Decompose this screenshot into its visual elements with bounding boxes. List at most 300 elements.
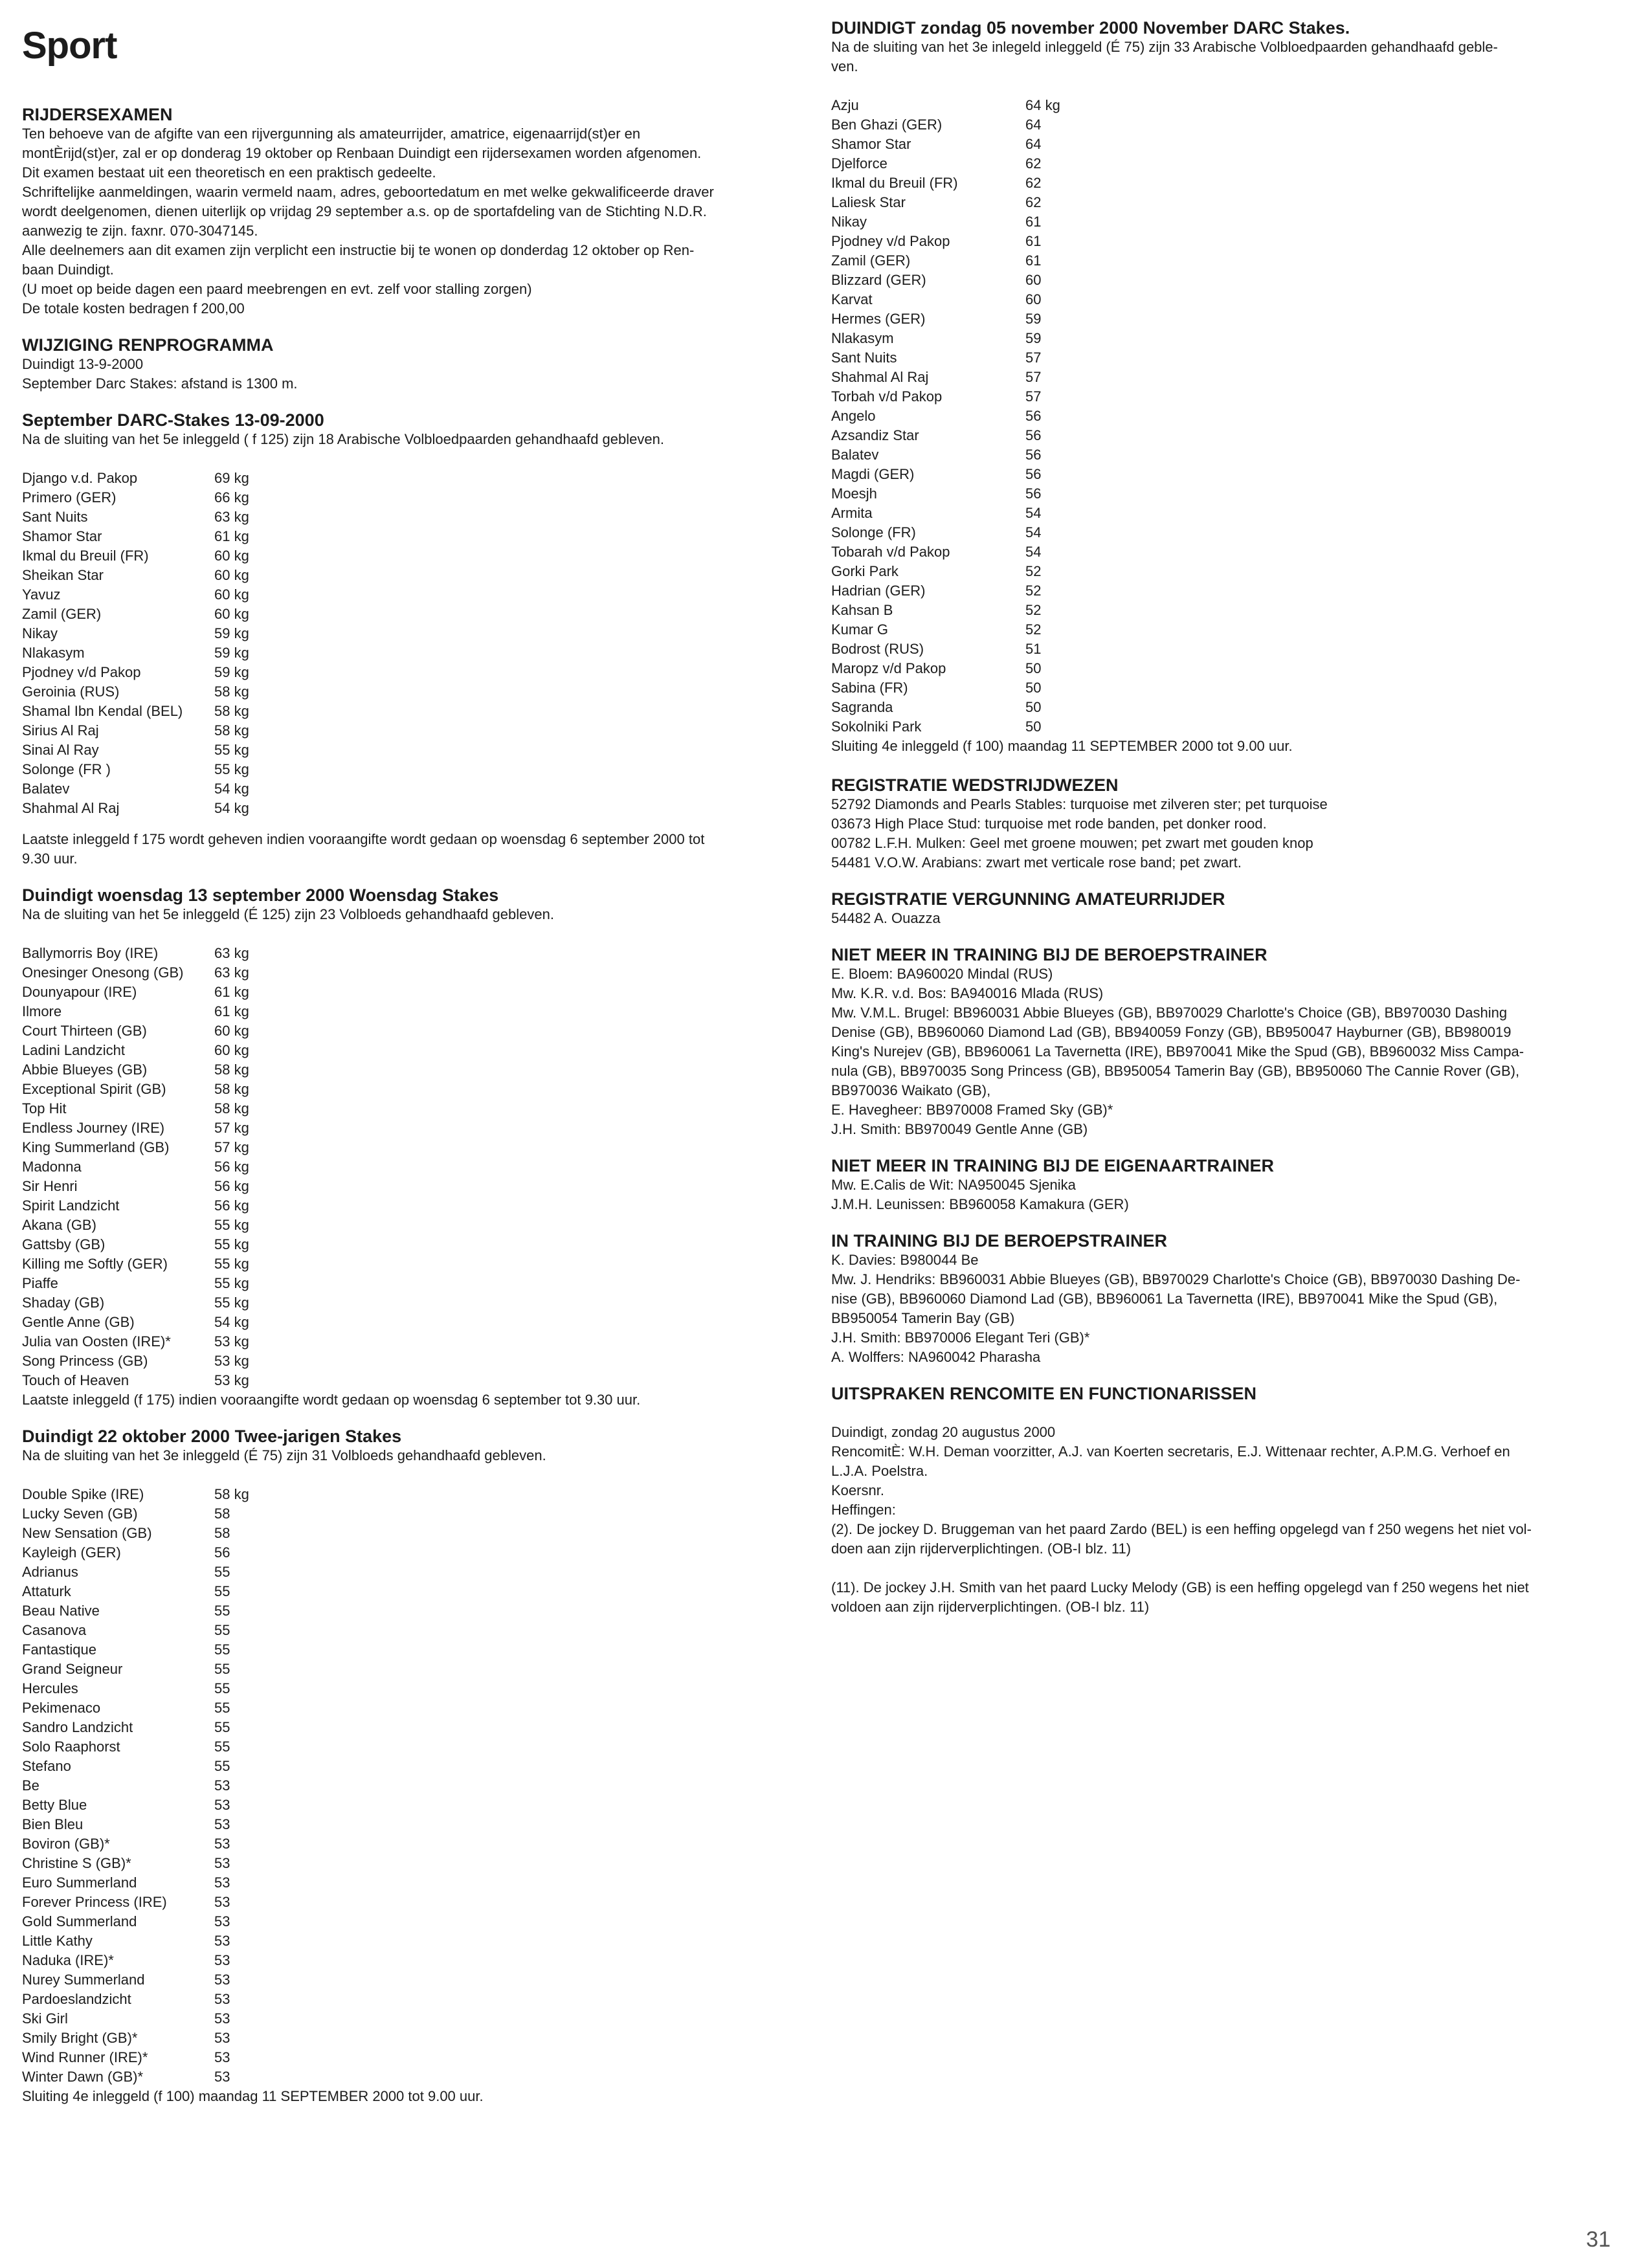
horse-weight: 50 xyxy=(1025,718,1042,735)
horse-weight: 55 xyxy=(214,1700,230,1716)
entry-row xyxy=(831,562,1621,581)
text-line: (2). De jockey D. Bruggeman van het paard Zardo (BEL) is een heffing opgelegd van f 250 wegens het niet vol- xyxy=(831,1521,1532,1537)
entry-row xyxy=(22,1313,799,1332)
text-line: voldoen aan zijn rijderverplichtingen. (OB-I blz. 11) xyxy=(831,1599,1150,1615)
entry-row xyxy=(22,1118,799,1138)
horse-name: Nikay xyxy=(831,214,867,230)
horse-name: Sabina (FR) xyxy=(831,680,908,696)
entry-row xyxy=(22,1351,799,1371)
horse-weight: 57 xyxy=(1025,350,1042,366)
horse-name: Shahmal Al Raj xyxy=(22,800,120,816)
entry-row xyxy=(22,1951,799,1970)
entry-row xyxy=(22,507,799,527)
section-heading: WIJZIGING RENPROGRAMMA xyxy=(22,335,274,355)
niet-beroeps-section xyxy=(831,945,1621,1139)
text-line: BB950054 Tamerin Bay (GB) xyxy=(831,1310,1015,1326)
horse-weight: 58 kg xyxy=(214,1100,249,1117)
horse-weight: 61 kg xyxy=(214,1003,249,1019)
horse-weight: 61 xyxy=(1025,252,1042,269)
horse-weight: 57 xyxy=(1025,369,1042,385)
text-line: ven. xyxy=(831,58,858,74)
horse-name: Gattsby (GB) xyxy=(22,1236,106,1252)
horse-weight: 50 xyxy=(1025,660,1042,676)
horse-weight: 66 kg xyxy=(214,489,249,506)
horse-name: Akana (GB) xyxy=(22,1217,96,1233)
entry-row xyxy=(22,1177,799,1196)
horse-weight: 59 xyxy=(1025,330,1042,346)
page-title: Sport xyxy=(22,25,117,67)
section-body-2 xyxy=(831,1578,1621,1617)
horse-weight: 53 xyxy=(214,1913,230,1929)
horse-weight: 55 kg xyxy=(214,761,249,777)
text-line: nula (GB), BB970035 Song Princess (GB), BB950054 Tamerin Bay (GB), BB950060 The Cannie Rover (GB), xyxy=(831,1063,1520,1079)
section-body xyxy=(831,1175,1621,1214)
horse-name: Primero (GER) xyxy=(22,489,117,506)
horse-weight: 54 kg xyxy=(214,781,249,797)
entry-row xyxy=(22,1757,799,1776)
horse-weight: 55 kg xyxy=(214,1217,249,1233)
text-line: A. Wolffers: NA960042 Pharasha xyxy=(831,1349,1041,1365)
horse-name: Ladini Landzicht xyxy=(22,1042,126,1058)
entries-list xyxy=(22,944,799,1390)
horse-weight: 50 xyxy=(1025,680,1042,696)
entry-row xyxy=(831,309,1621,329)
section-intro: Na de sluiting van het 5e inleggeld (É 125) zijn 23 Volbloeds gehandhaafd gebleven. xyxy=(22,906,554,922)
entry-row xyxy=(22,605,799,624)
text-line: (11). De jockey J.H. Smith van het paard Lucky Melody (GB) is een heffing opgelegd van f 250 wegens het niet xyxy=(831,1579,1529,1595)
horse-weight: 55 xyxy=(214,1564,230,1580)
text-line: aanwezig te zijn. faxnr. 070-3047145. xyxy=(22,223,258,239)
entry-row xyxy=(22,1485,799,1504)
text-line: Mw. J. Hendriks: BB960031 Abbie Blueyes (GB), BB970029 Charlotte's Choice (GB), BB970030 Dashing De- xyxy=(831,1271,1521,1287)
entry-row xyxy=(831,659,1621,678)
entry-row xyxy=(831,406,1621,426)
entry-row xyxy=(22,1562,799,1582)
horse-name: Nurey Summerland xyxy=(22,1972,145,1988)
entry-row xyxy=(22,1893,799,1912)
entry-row xyxy=(22,799,799,818)
horse-name: Balatev xyxy=(831,447,879,463)
horse-name: Solo Raaphorst xyxy=(22,1739,120,1755)
text-line: (U moet op beide dagen een paard meebrengen en evt. zelf voor stalling zorgen) xyxy=(22,281,532,297)
horse-name: Boviron (GB)* xyxy=(22,1836,110,1852)
text-line: Mw. E.Calis de Wit: NA950045 Sjenika xyxy=(831,1177,1076,1193)
horse-name: King Summerland (GB) xyxy=(22,1139,170,1155)
entry-row xyxy=(831,251,1621,271)
horse-name: Shaday (GB) xyxy=(22,1295,105,1311)
entry-row xyxy=(22,1582,799,1601)
entry-row xyxy=(22,469,799,488)
horse-name: Pjodney v/d Pakop xyxy=(831,233,950,249)
section-heading: NIET MEER IN TRAINING BIJ DE BEROEPSTRAINER xyxy=(831,945,1267,964)
horse-weight: 53 xyxy=(214,1855,230,1871)
horse-name: Betty Blue xyxy=(22,1797,87,1813)
horse-name: Double Spike (IRE) xyxy=(22,1486,144,1502)
horse-weight: 63 kg xyxy=(214,509,249,525)
entry-row xyxy=(22,983,799,1002)
section-heading: Duindigt 22 oktober 2000 Twee-jarigen Stakes xyxy=(22,1427,402,1446)
horse-weight: 55 xyxy=(214,1622,230,1638)
entry-row xyxy=(22,1621,799,1640)
entry-row xyxy=(831,504,1621,523)
horse-weight: 55 kg xyxy=(214,742,249,758)
horse-weight: 55 xyxy=(214,1719,230,1735)
entry-row xyxy=(831,581,1621,601)
horse-weight: 57 kg xyxy=(214,1120,249,1136)
entry-row xyxy=(22,1293,799,1313)
horse-name: Song Princess (GB) xyxy=(22,1353,148,1369)
november-darc-section xyxy=(831,18,1621,756)
entry-row xyxy=(22,1873,799,1893)
horse-weight: 58 kg xyxy=(214,1486,249,1502)
entry-row xyxy=(831,484,1621,504)
entry-row xyxy=(22,1796,799,1815)
text-line: Heffingen: xyxy=(831,1502,896,1518)
horse-weight: 69 kg xyxy=(214,470,249,486)
horse-weight: 53 xyxy=(214,1933,230,1949)
entry-row xyxy=(22,1504,799,1524)
entry-row xyxy=(22,1912,799,1931)
text-line: Duindigt, zondag 20 augustus 2000 xyxy=(831,1424,1056,1440)
horse-weight: 58 kg xyxy=(214,722,249,739)
horse-weight: 57 xyxy=(1025,388,1042,405)
page-number: 31 xyxy=(1586,2227,1611,2252)
section-footer: Laatste inleggeld (f 175) indien vooraangifte wordt gedaan op woensdag 6 september tot 9.30 uur. xyxy=(22,1392,641,1408)
horse-name: Gold Summerland xyxy=(22,1913,137,1929)
horse-weight: 55 kg xyxy=(214,1256,249,1272)
horse-name: Beau Native xyxy=(22,1603,100,1619)
horse-name: Angelo xyxy=(831,408,876,424)
entry-row xyxy=(22,1274,799,1293)
horse-name: Ikmal du Breuil (FR) xyxy=(22,548,149,564)
entry-row xyxy=(22,527,799,546)
section-body xyxy=(831,909,1621,928)
right-column xyxy=(831,0,1621,1617)
text-line: wordt deelgenomen, dienen uiterlijk op vrijdag 29 september a.s. op de sportafdeling van de Stichting N.D.R. xyxy=(22,203,707,219)
entry-row xyxy=(22,944,799,963)
entry-row xyxy=(22,1990,799,2009)
horse-weight: 53 xyxy=(214,1816,230,1832)
horse-name: Armita xyxy=(831,505,873,521)
section-heading: IN TRAINING BIJ DE BEROEPSTRAINER xyxy=(831,1231,1168,1251)
entry-row xyxy=(22,1002,799,1021)
horse-name: Moesjh xyxy=(831,485,877,502)
horse-name: Forever Princess (IRE) xyxy=(22,1894,167,1910)
entry-row xyxy=(22,740,799,760)
horse-name: Wind Runner (IRE)* xyxy=(22,2049,148,2065)
entry-row xyxy=(22,2048,799,2067)
horse-name: Madonna xyxy=(22,1159,82,1175)
horse-weight: 55 xyxy=(214,1758,230,1774)
horse-name: Attaturk xyxy=(22,1583,71,1599)
horse-name: Ilmore xyxy=(22,1003,62,1019)
text-line: Duindigt 13-9-2000 xyxy=(22,356,144,372)
horse-name: Naduka (IRE)* xyxy=(22,1952,114,1968)
horse-weight: 55 xyxy=(214,1603,230,1619)
entry-row xyxy=(22,1698,799,1718)
horse-name: Little Kathy xyxy=(22,1933,93,1949)
entry-row xyxy=(831,601,1621,620)
entry-row xyxy=(22,566,799,585)
horse-name: Kumar G xyxy=(831,621,889,638)
horse-name: Geroinia (RUS) xyxy=(22,684,120,700)
horse-name: Maropz v/d Pakop xyxy=(831,660,946,676)
horse-name: Tobarah v/d Pakop xyxy=(831,544,950,560)
horse-weight: 56 xyxy=(1025,485,1042,502)
horse-name: Nikay xyxy=(22,625,58,641)
woensdag-stakes-section xyxy=(22,885,799,1410)
horse-name: Djelforce xyxy=(831,155,887,172)
section-heading: REGISTRATIE VERGUNNING AMATEURRIJDER xyxy=(831,889,1225,909)
horse-weight: 64 xyxy=(1025,136,1042,152)
horse-name: Sant Nuits xyxy=(22,509,88,525)
entry-row xyxy=(831,193,1621,212)
horse-weight: 53 xyxy=(214,1777,230,1794)
text-line: 03673 High Place Stud: turquoise met rode banden, pet donker rood. xyxy=(831,816,1267,832)
in-training-section xyxy=(831,1231,1621,1367)
horse-name: Euro Summerland xyxy=(22,1874,137,1891)
horse-weight: 53 xyxy=(214,2049,230,2065)
text-line: 54482 A. Ouazza xyxy=(831,910,941,926)
text-line: Alle deelnemers aan dit examen zijn verplicht een instructie bij te wonen op donderdag 12 oktober op Ren- xyxy=(22,242,695,258)
entry-row xyxy=(22,1543,799,1562)
horse-name: Laliesk Star xyxy=(831,194,906,210)
horse-weight: 64 xyxy=(1025,117,1042,133)
horse-weight: 60 kg xyxy=(214,1023,249,1039)
entry-row xyxy=(22,1021,799,1041)
horse-weight: 56 xyxy=(1025,447,1042,463)
text-line: J.M.H. Leunissen: BB960058 Kamakura (GER) xyxy=(831,1196,1129,1212)
uitspraken-section xyxy=(831,1384,1621,1617)
entry-row xyxy=(22,963,799,983)
horse-weight: 55 xyxy=(214,1583,230,1599)
text-line: 00782 L.F.H. Mulken: Geel met groene mouwen; pet zwart met gouden knop xyxy=(831,835,1313,851)
text-line: 9.30 uur. xyxy=(22,850,78,867)
section-heading: September DARC-Stakes 13-09-2000 xyxy=(22,410,324,430)
horse-name: Azju xyxy=(831,97,859,113)
text-line: Koersnr. xyxy=(831,1482,884,1498)
horse-weight: 56 xyxy=(1025,466,1042,482)
entry-row xyxy=(22,585,799,605)
entry-row xyxy=(22,2009,799,2029)
horse-weight: 60 kg xyxy=(214,606,249,622)
entry-row xyxy=(831,387,1621,406)
section-body xyxy=(22,124,799,318)
entries-list xyxy=(831,96,1621,737)
text-line: 54481 V.O.W. Arabians: zwart met verticale rose band; pet zwart. xyxy=(831,854,1242,871)
text-line: montÈrijd(st)er, zal er op donderag 19 oktober op Renbaan Duindigt een rijdersexamen worden afgenomen. xyxy=(22,145,702,161)
entry-row xyxy=(831,717,1621,737)
horse-name: Sheikan Star xyxy=(22,567,104,583)
horse-weight: 53 xyxy=(214,1894,230,1910)
entry-row xyxy=(22,1640,799,1660)
entry-row xyxy=(22,1332,799,1351)
horse-name: Julia van Oosten (IRE)* xyxy=(22,1333,171,1350)
horse-name: Balatev xyxy=(22,781,70,797)
entry-row xyxy=(22,1737,799,1757)
horse-weight: 53 xyxy=(214,2010,230,2027)
horse-weight: 55 kg xyxy=(214,1295,249,1311)
horse-name: Kayleigh (GER) xyxy=(22,1544,121,1561)
horse-weight: 58 kg xyxy=(214,684,249,700)
horse-name: Be xyxy=(22,1777,39,1794)
section-body xyxy=(831,795,1621,873)
horse-name: Yavuz xyxy=(22,586,61,603)
horse-name: Sinai Al Ray xyxy=(22,742,99,758)
horse-weight: 54 kg xyxy=(214,1314,249,1330)
horse-name: Solonge (FR) xyxy=(831,524,916,540)
horse-weight: 53 xyxy=(214,1797,230,1813)
horse-weight: 60 kg xyxy=(214,567,249,583)
horse-name: Zamil (GER) xyxy=(22,606,102,622)
entry-row xyxy=(831,445,1621,465)
horse-weight: 58 xyxy=(214,1525,230,1541)
horse-name: Endless Journey (IRE) xyxy=(22,1120,165,1136)
entry-row xyxy=(831,678,1621,698)
horse-weight: 59 kg xyxy=(214,625,249,641)
entry-row xyxy=(831,465,1621,484)
text-line: Dit examen bestaat uit een theoretisch en een praktisch gedeelte. xyxy=(22,164,436,181)
horse-weight: 55 kg xyxy=(214,1275,249,1291)
horse-name: Bien Bleu xyxy=(22,1816,84,1832)
entry-row xyxy=(831,620,1621,639)
horse-name: Exceptional Spirit (GB) xyxy=(22,1081,166,1097)
entry-row xyxy=(22,1679,799,1698)
horse-name: Killing me Softly (GER) xyxy=(22,1256,168,1272)
horse-weight: 53 kg xyxy=(214,1353,249,1369)
horse-name: Ikmal du Breuil (FR) xyxy=(831,175,958,191)
entry-row xyxy=(831,154,1621,173)
entry-row xyxy=(22,682,799,702)
entry-row xyxy=(22,1718,799,1737)
horse-weight: 53 xyxy=(214,1991,230,2007)
section-body xyxy=(831,1251,1621,1367)
entry-row xyxy=(22,1138,799,1157)
horse-weight: 54 xyxy=(1025,524,1042,540)
horse-weight: 55 kg xyxy=(214,1236,249,1252)
entry-row xyxy=(22,1660,799,1679)
text-line: E. Havegheer: BB970008 Framed Sky (GB)* xyxy=(831,1102,1113,1118)
entry-row xyxy=(22,1931,799,1951)
registratie-amateur-section xyxy=(831,889,1621,928)
section-heading: RIJDERSEXAMEN xyxy=(22,105,173,124)
horse-name: Gorki Park xyxy=(831,563,899,579)
horse-name: Nlakasym xyxy=(831,330,894,346)
horse-name: Sant Nuits xyxy=(831,350,897,366)
horse-weight: 50 xyxy=(1025,699,1042,715)
horse-name: Shamor Star xyxy=(831,136,911,152)
horse-name: Casanova xyxy=(22,1622,87,1638)
niet-eigenaar-section xyxy=(831,1156,1621,1214)
horse-weight: 56 kg xyxy=(214,1178,249,1194)
text-line: King's Nurejev (GB), BB960061 La Tavernetta (IRE), BB970041 Mike the Spud (GB), BB960032 Miss Campa- xyxy=(831,1043,1524,1060)
text-line: RencomitÈ: W.H. Deman voorzitter, A.J. van Koerten secretaris, E.J. Wittenaar rechter, A.P.M.G. Verhoef en xyxy=(831,1443,1510,1460)
entry-row xyxy=(22,1776,799,1796)
entry-row xyxy=(22,1524,799,1543)
entry-row xyxy=(22,1235,799,1254)
horse-weight: 56 xyxy=(1025,427,1042,443)
horse-name: Onesinger Onesong (GB) xyxy=(22,964,184,981)
horse-weight: 53 xyxy=(214,1836,230,1852)
section-heading: DUINDIGT zondag 05 november 2000 November DARC Stakes. xyxy=(831,18,1350,38)
entry-row xyxy=(831,212,1621,232)
horse-name: Bodrost (RUS) xyxy=(831,641,924,657)
horse-name: Ballymorris Boy (IRE) xyxy=(22,945,159,961)
horse-weight: 53 xyxy=(214,2030,230,2046)
horse-weight: 51 xyxy=(1025,641,1042,657)
horse-weight: 58 kg xyxy=(214,1081,249,1097)
horse-name: Hadrian (GER) xyxy=(831,583,926,599)
horse-name: Top Hit xyxy=(22,1100,67,1117)
horse-weight: 57 kg xyxy=(214,1139,249,1155)
horse-weight: 55 xyxy=(214,1739,230,1755)
section-heading: Duindigt woensdag 13 september 2000 Woensdag Stakes xyxy=(22,885,499,905)
horse-name: Smily Bright (GB)* xyxy=(22,2030,138,2046)
horse-weight: 53 xyxy=(214,1972,230,1988)
horse-weight: 63 kg xyxy=(214,964,249,981)
horse-weight: 59 kg xyxy=(214,645,249,661)
horse-weight: 62 xyxy=(1025,155,1042,172)
entry-row xyxy=(22,546,799,566)
horse-weight: 64 kg xyxy=(1025,97,1060,113)
horse-name: Nlakasym xyxy=(22,645,85,661)
horse-name: Dounyapour (IRE) xyxy=(22,984,137,1000)
text-line: De totale kosten bedragen f 200,00 xyxy=(22,300,245,317)
horse-weight: 59 xyxy=(1025,311,1042,327)
entry-row xyxy=(22,1216,799,1235)
horse-weight: 61 kg xyxy=(214,528,249,544)
text-line: BB970036 Waikato (GB), xyxy=(831,1082,991,1098)
entry-row xyxy=(22,702,799,721)
entry-row xyxy=(22,1371,799,1390)
section-intro: Na de sluiting van het 5e inleggeld ( f 125) zijn 18 Arabische Volbloedpaarden gehandhaafd gebleven. xyxy=(22,431,664,447)
text-line: doen aan zijn rijderverplichtingen. (OB-I blz. 11) xyxy=(831,1540,1132,1557)
horse-name: New Sensation (GB) xyxy=(22,1525,152,1541)
horse-name: Azsandiz Star xyxy=(831,427,919,443)
entry-row xyxy=(22,624,799,643)
horse-name: Magdi (GER) xyxy=(831,466,915,482)
horse-weight: 62 xyxy=(1025,175,1042,191)
horse-weight: 55 xyxy=(214,1661,230,1677)
entry-row xyxy=(22,760,799,779)
text-line: J.H. Smith: BB970049 Gentle Anne (GB) xyxy=(831,1121,1088,1137)
horse-weight: 52 xyxy=(1025,602,1042,618)
entry-row xyxy=(22,643,799,663)
entry-row xyxy=(22,1254,799,1274)
entry-row xyxy=(831,698,1621,717)
horse-weight: 56 xyxy=(214,1544,230,1561)
entry-row xyxy=(831,271,1621,290)
horse-weight: 58 kg xyxy=(214,1062,249,1078)
text-line: nise (GB), BB960060 Diamond Lad (GB), BB960061 La Tavernetta (IRE), BB970041 Mike the Spud (GB), xyxy=(831,1291,1498,1307)
horse-weight: 55 xyxy=(214,1641,230,1658)
horse-name: Winter Dawn (GB)* xyxy=(22,2069,144,2085)
horse-name: Sagranda xyxy=(831,699,893,715)
registratie-wedstrijd-section xyxy=(831,775,1621,873)
horse-weight: 61 xyxy=(1025,214,1042,230)
section-body xyxy=(22,355,799,394)
entry-row xyxy=(831,290,1621,309)
horse-name: Kahsan B xyxy=(831,602,893,618)
section-footer: Sluiting 4e inleggeld (f 100) maandag 11 SEPTEMBER 2000 tot 9.00 uur. xyxy=(831,738,1293,754)
entry-row xyxy=(831,173,1621,193)
entries-list xyxy=(22,1485,799,2087)
entry-row xyxy=(831,523,1621,542)
horse-weight: 54 kg xyxy=(214,800,249,816)
entries-list xyxy=(22,469,799,818)
entry-row xyxy=(22,1080,799,1099)
horse-weight: 54 xyxy=(1025,544,1042,560)
